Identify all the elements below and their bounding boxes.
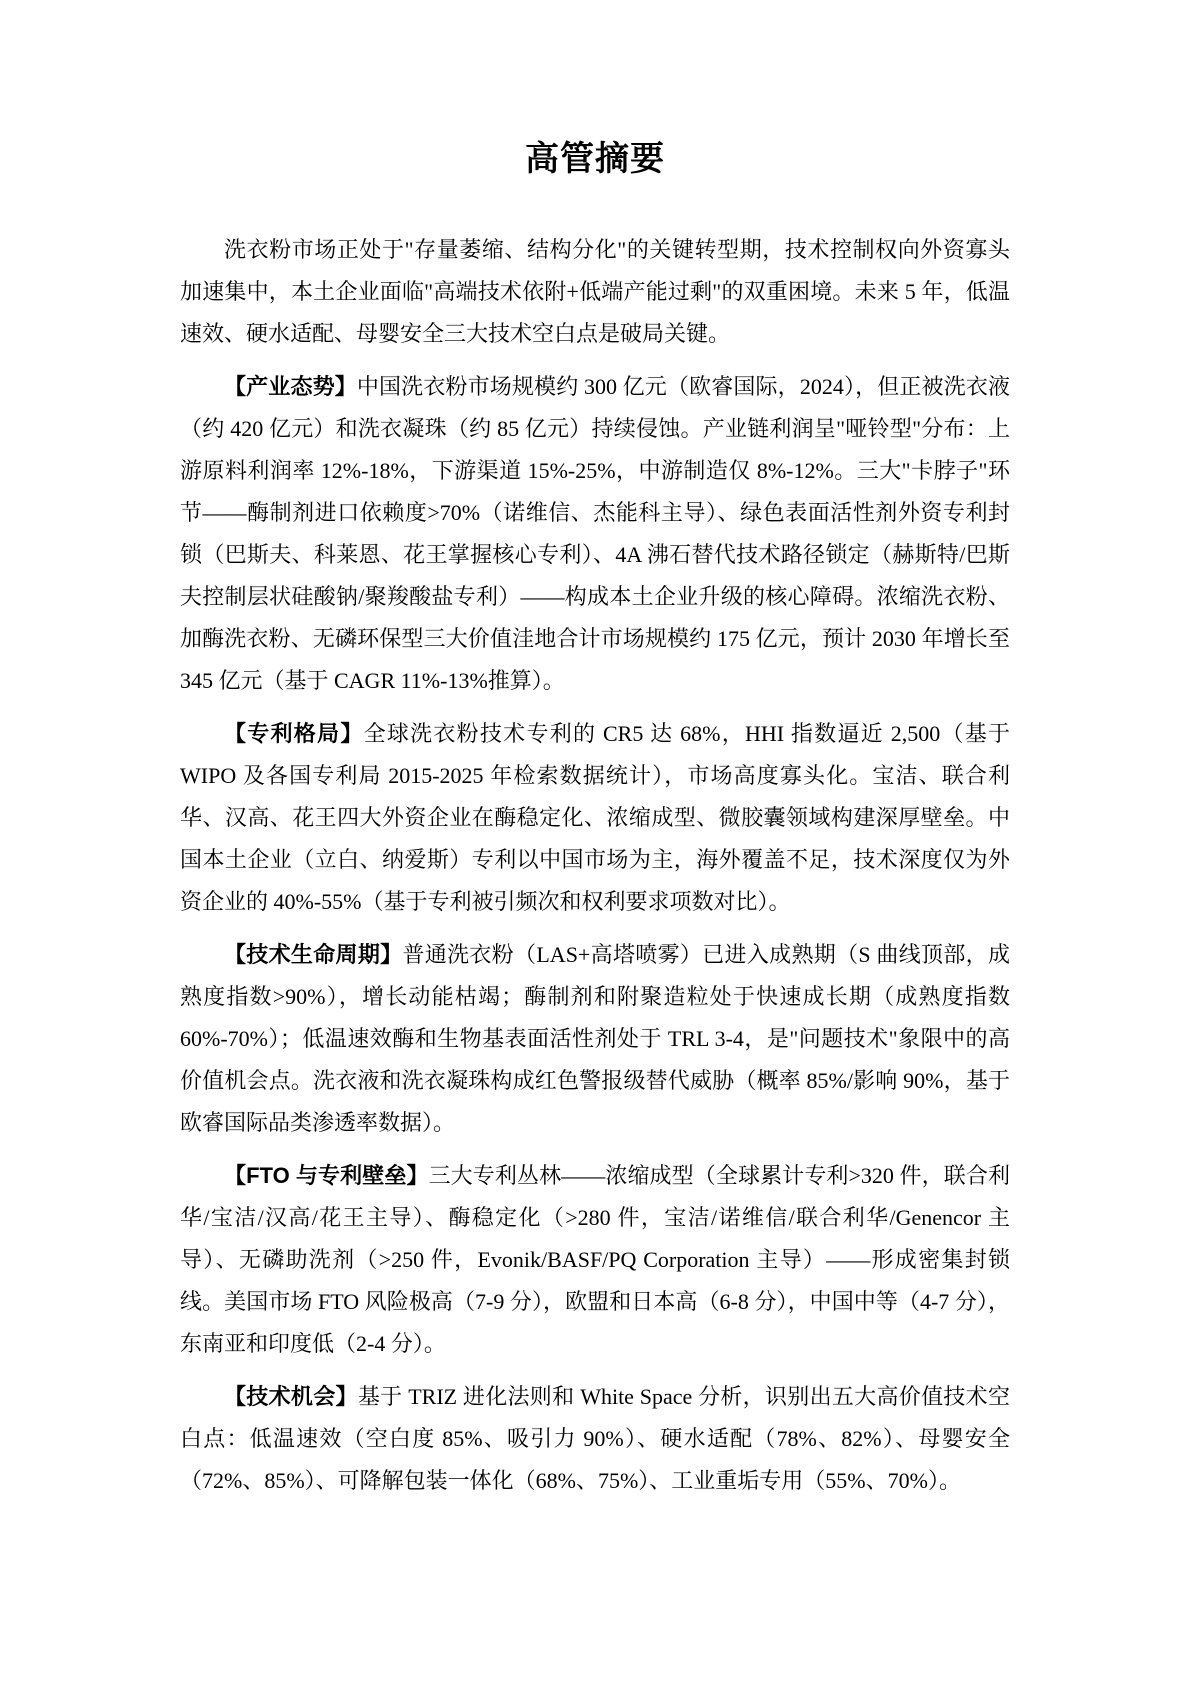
paragraph-text: 普通洗衣粉（LAS+高塔喷雾）已进入成熟期（S 曲线顶部，成熟度指数>90%），增长动能枯竭；酶制剂和附聚造粒处于快速成长期（成熟度指数 60%-70%）；低温速效酶和生物基表面活性剂处于 TRL 3-4，是"问题技术"象限中的高价值机会点。洗衣液和洗衣凝珠构成红色警报级替代威胁（概率 85%/影响 90%，基于欧睿国际品类渗透率数据）。 xyxy=(180,941,1010,1135)
paragraph-label: 【技术机会】 xyxy=(224,1383,358,1409)
paragraph-label: 【技术生命周期】 xyxy=(224,941,403,967)
paragraph-tech-opportunities xyxy=(180,1376,1010,1502)
paragraph-text: 洗衣粉市场正处于"存量萎缩、结构分化"的关键转型期，技术控制权向外资寡头加速集中，本土企业面临"高端技术依附+低端产能过剩"的双重困境。未来 5 年，低温速效、硬水适配、母婴安全三大技术空白点是破局关键。 xyxy=(180,236,1010,346)
paragraph-intro xyxy=(180,229,1010,355)
paragraph-industry-landscape xyxy=(180,366,1010,702)
page-title: 高管摘要 xyxy=(525,140,665,178)
paragraph-label: 【专利格局】 xyxy=(224,720,364,746)
paragraph-patent-landscape xyxy=(180,713,1010,923)
paragraph-label: 【FTO 与专利壁垒】 xyxy=(224,1162,429,1188)
paragraph-fto-patent-barriers xyxy=(180,1155,1010,1365)
paragraph-text: 基于 TRIZ 进化法则和 White Space 分析，识别出五大高价值技术空白点：低温速效（空白度 85%、吸引力 90%）、硬水适配（78%、82%）、母婴安全（72%、85%）、可降解包装一体化（68%、75%）、工业重垢专用（55%、70%）。 xyxy=(180,1383,1010,1493)
paragraph-text: 全球洗衣粉技术专利的 CR5 达 68%，HHI 指数逼近 2,500（基于 WIPO 及各国专利局 2015-2025 年检索数据统计），市场高度寡头化。宝洁、联合利华、汉高、花王四大外资企业在酶稳定化、浓缩成型、微胶囊领域构建深厚壁垒。中国本土企业（立白、纳爱斯）专利以中国市场为主，海外覆盖不足，技术深度仅为外资企业的 40%-55%（基于专利被引频次和权利要求项数对比）。 xyxy=(180,720,1010,914)
paragraph-tech-lifecycle xyxy=(180,934,1010,1144)
paragraph-label: 【产业态势】 xyxy=(224,373,357,399)
paragraph-text: 中国洗衣粉市场规模约 300 亿元（欧睿国际，2024），但正被洗衣液（约 420 亿元）和洗衣凝珠（约 85 亿元）持续侵蚀。产业链利润呈"哑铃型"分布：上游原料利润率 12%-18%，下游渠道 15%-25%，中游制造仅 8%-12%。三大"卡脖子"环节——酶制剂进口依赖度>70%（诺维信、杰能科主导）、绿色表面活性剂外资专利封锁（巴斯夫、科莱恩、花王掌握核心专利）、4A 沸石替代技术路径锁定（赫斯特/巴斯夫控制层状硅酸钠/聚羧酸盐专利）——构成本土企业升级的核心障碍。浓缩洗衣粉、加酶洗衣粉、无磷环保型三大价值洼地合计市场规模约 175 亿元，预计 2030 年增长至 345 亿元（基于 CAGR 11%-13%推算）。 xyxy=(180,373,1010,693)
paragraph-text: 三大专利丛林——浓缩成型（全球累计专利>320 件，联合利华/宝洁/汉高/花王主导）、酶稳定化（>280 件，宝洁/诺维信/联合利华/Genencor 主导）、无磷助洗剂（>250 件，Evonik/BASF/PQ Corporation 主导）——形成密集封锁线。美国市场 FTO 风险极高（7-9 分），欧盟和日本高（6-8 分），中国中等（4-7 分），东南亚和印度低（2-4 分）。 xyxy=(180,1162,1010,1356)
